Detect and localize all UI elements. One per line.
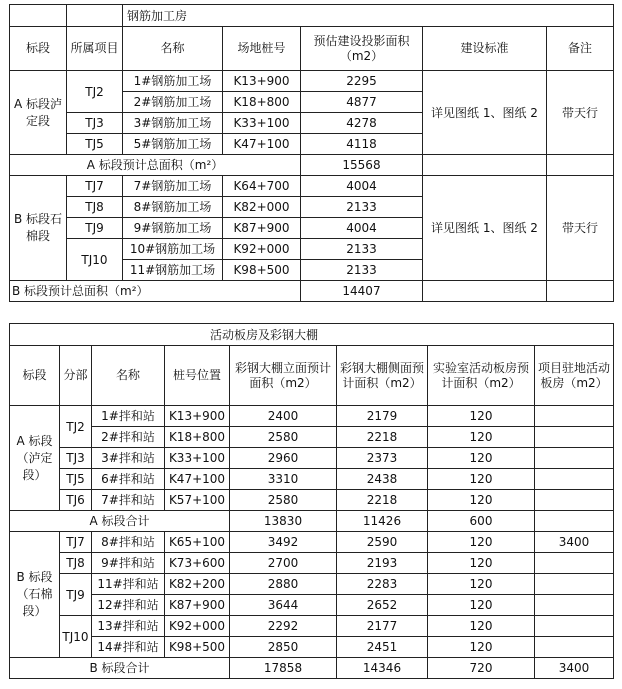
table-row [10,448,614,469]
stake-cell: K92+000 [223,239,301,260]
front-area-cell: 2700 [230,553,337,574]
name-cell: 3#拌和站 [92,448,165,469]
total-camp: 3400 [535,658,614,679]
side-area-cell: 2451 [337,637,428,658]
total-lab: 720 [428,658,535,679]
total-row [10,155,614,176]
header-cell: 标段 [10,27,67,71]
project-cell: TJ8 [67,197,123,218]
table-row [10,176,614,197]
front-area-cell: 2580 [230,427,337,448]
name-cell: 9#拌和站 [92,553,165,574]
lab-area-cell: 120 [428,595,535,616]
total-label: B 标段合计 [10,658,230,679]
section-cell: A 标段（泸定段） [10,406,60,511]
total-value: 15568 [301,155,423,176]
blank-cell [547,281,614,302]
header-cell: 场地桩号 [223,27,301,71]
area-cell: 2133 [301,239,423,260]
name-cell: 1#拌和站 [92,406,165,427]
front-area-cell: 2850 [230,637,337,658]
total-side: 14346 [337,658,428,679]
lab-area-cell: 120 [428,406,535,427]
camp-area-cell [535,553,614,574]
project-cell: TJ5 [67,134,123,155]
project-cell: TJ9 [67,218,123,239]
project-cell: TJ3 [67,113,123,134]
side-area-cell: 2373 [337,448,428,469]
front-area-cell: 2580 [230,490,337,511]
lab-area-cell: 120 [428,616,535,637]
name-cell: 11#拌和站 [92,574,165,595]
camp-area-cell [535,637,614,658]
area-cell: 2133 [301,197,423,218]
total-value: 14407 [301,281,423,302]
name-cell: 6#拌和站 [92,469,165,490]
camp-area-cell: 3400 [535,532,614,553]
table-row [10,490,614,511]
front-area-cell: 3644 [230,595,337,616]
total-label: A 标段合计 [10,511,230,532]
area-cell: 2295 [301,71,423,92]
lab-area-cell: 120 [428,427,535,448]
header-cell: 桩号位置 [165,346,230,406]
header-cell: 名称 [123,27,223,71]
name-cell: 11#钢筋加工场 [123,260,223,281]
total-row [10,658,614,679]
stake-cell: K33+100 [165,448,230,469]
table-row [10,595,614,616]
name-cell: 10#钢筋加工场 [123,239,223,260]
note-cell: 带天行 [547,71,614,155]
side-area-cell: 2652 [337,595,428,616]
table-title: 钢筋加工房 [123,5,614,27]
name-cell: 12#拌和站 [92,595,165,616]
blank-cell [423,155,547,176]
name-cell: 14#拌和站 [92,637,165,658]
stake-cell: K57+100 [165,490,230,511]
front-area-cell: 2292 [230,616,337,637]
stake-cell: K87+900 [223,218,301,239]
part-cell: TJ7 [60,532,92,553]
stake-cell: K82+000 [223,197,301,218]
section-cell: A 标段泸定段 [10,71,67,155]
standard-cell: 详见图纸 1、图纸 2 [423,71,547,155]
table-row [10,616,614,637]
stake-cell: K13+900 [223,71,301,92]
total-row [10,511,614,532]
stake-cell: K98+500 [165,637,230,658]
front-area-cell: 2960 [230,448,337,469]
table-row [10,427,614,448]
stake-cell: K87+900 [165,595,230,616]
name-cell: 2#拌和站 [92,427,165,448]
lab-area-cell: 120 [428,574,535,595]
stake-cell: K82+200 [165,574,230,595]
total-front: 17858 [230,658,337,679]
blank-cell [10,5,67,27]
name-cell: 2#钢筋加工场 [123,92,223,113]
table-title: 活动板房及彩钢大棚 [10,324,614,346]
header-cell: 标段 [10,346,60,406]
stake-cell: K33+100 [223,113,301,134]
lab-area-cell: 120 [428,469,535,490]
lab-area-cell: 120 [428,532,535,553]
camp-area-cell [535,469,614,490]
area-cell: 4877 [301,92,423,113]
stake-cell: K47+100 [223,134,301,155]
blank-cell [67,5,123,27]
part-cell: TJ6 [60,490,92,511]
part-cell: TJ3 [60,448,92,469]
camp-area-cell [535,490,614,511]
header-cell: 彩钢大棚立面预计面积（m2） [230,346,337,406]
total-row [10,281,614,302]
header-cell: 项目驻地活动板房（m2） [535,346,614,406]
prefab-house-table [9,323,614,679]
side-area-cell: 2218 [337,427,428,448]
lab-area-cell: 120 [428,448,535,469]
side-area-cell: 2218 [337,490,428,511]
steel-processing-table [9,4,614,302]
table-row [10,406,614,427]
camp-area-cell [535,406,614,427]
table-row [10,574,614,595]
stake-cell: K13+900 [165,406,230,427]
part-cell: TJ2 [60,406,92,448]
header-cell: 备注 [547,27,614,71]
total-side: 11426 [337,511,428,532]
side-area-cell: 2179 [337,406,428,427]
section-cell: B 标段（石棉段） [10,532,60,658]
name-cell: 7#钢筋加工场 [123,176,223,197]
header-cell: 建设标准 [423,27,547,71]
standard-cell: 详见图纸 1、图纸 2 [423,176,547,281]
stake-cell: K92+000 [165,616,230,637]
name-cell: 9#钢筋加工场 [123,218,223,239]
total-lab: 600 [428,511,535,532]
project-cell: TJ10 [67,239,123,281]
table-row [10,532,614,553]
project-cell: TJ2 [67,71,123,113]
table-row [10,469,614,490]
side-area-cell: 2193 [337,553,428,574]
lab-area-cell: 120 [428,490,535,511]
table-row [10,637,614,658]
stake-cell: K18+800 [223,92,301,113]
lab-area-cell: 120 [428,637,535,658]
front-area-cell: 2400 [230,406,337,427]
front-area-cell: 3310 [230,469,337,490]
side-area-cell: 2438 [337,469,428,490]
area-cell: 4278 [301,113,423,134]
stake-cell: K65+100 [165,532,230,553]
total-front: 13830 [230,511,337,532]
blank-cell [547,155,614,176]
total-label: B 标段预计总面积（m²） [10,281,301,302]
total-camp [535,511,614,532]
part-cell: TJ8 [60,553,92,574]
header-cell: 彩钢大棚侧面预计面积（m2） [337,346,428,406]
table-row [10,553,614,574]
camp-area-cell [535,616,614,637]
front-area-cell: 3492 [230,532,337,553]
blank-cell [423,281,547,302]
area-cell: 4004 [301,218,423,239]
total-label: A 标段预计总面积（m²） [10,155,301,176]
camp-area-cell [535,574,614,595]
side-area-cell: 2177 [337,616,428,637]
part-cell: TJ10 [60,616,92,658]
stake-cell: K64+700 [223,176,301,197]
name-cell: 13#拌和站 [92,616,165,637]
project-cell: TJ7 [67,176,123,197]
camp-area-cell [535,427,614,448]
name-cell: 5#钢筋加工场 [123,134,223,155]
side-area-cell: 2590 [337,532,428,553]
area-cell: 4118 [301,134,423,155]
name-cell: 8#拌和站 [92,532,165,553]
name-cell: 1#钢筋加工场 [123,71,223,92]
camp-area-cell [535,595,614,616]
header-cell: 所属项目 [67,27,123,71]
name-cell: 8#钢筋加工场 [123,197,223,218]
table-row [10,71,614,92]
section-cell: B 标段石棉段 [10,176,67,281]
stake-cell: K18+800 [165,427,230,448]
stake-cell: K73+600 [165,553,230,574]
part-cell: TJ5 [60,469,92,490]
side-area-cell: 2283 [337,574,428,595]
camp-area-cell [535,448,614,469]
name-cell: 3#钢筋加工场 [123,113,223,134]
name-cell: 7#拌和站 [92,490,165,511]
front-area-cell: 2880 [230,574,337,595]
header-cell: 分部 [60,346,92,406]
stake-cell: K98+500 [223,260,301,281]
header-cell: 预估建设投影面积（m2） [301,27,423,71]
area-cell: 4004 [301,176,423,197]
header-cell: 实验室活动板房预计面积（m2） [428,346,535,406]
header-cell: 名称 [92,346,165,406]
stake-cell: K47+100 [165,469,230,490]
part-cell: TJ9 [60,574,92,616]
lab-area-cell: 120 [428,553,535,574]
note-cell: 带天行 [547,176,614,281]
area-cell: 2133 [301,260,423,281]
